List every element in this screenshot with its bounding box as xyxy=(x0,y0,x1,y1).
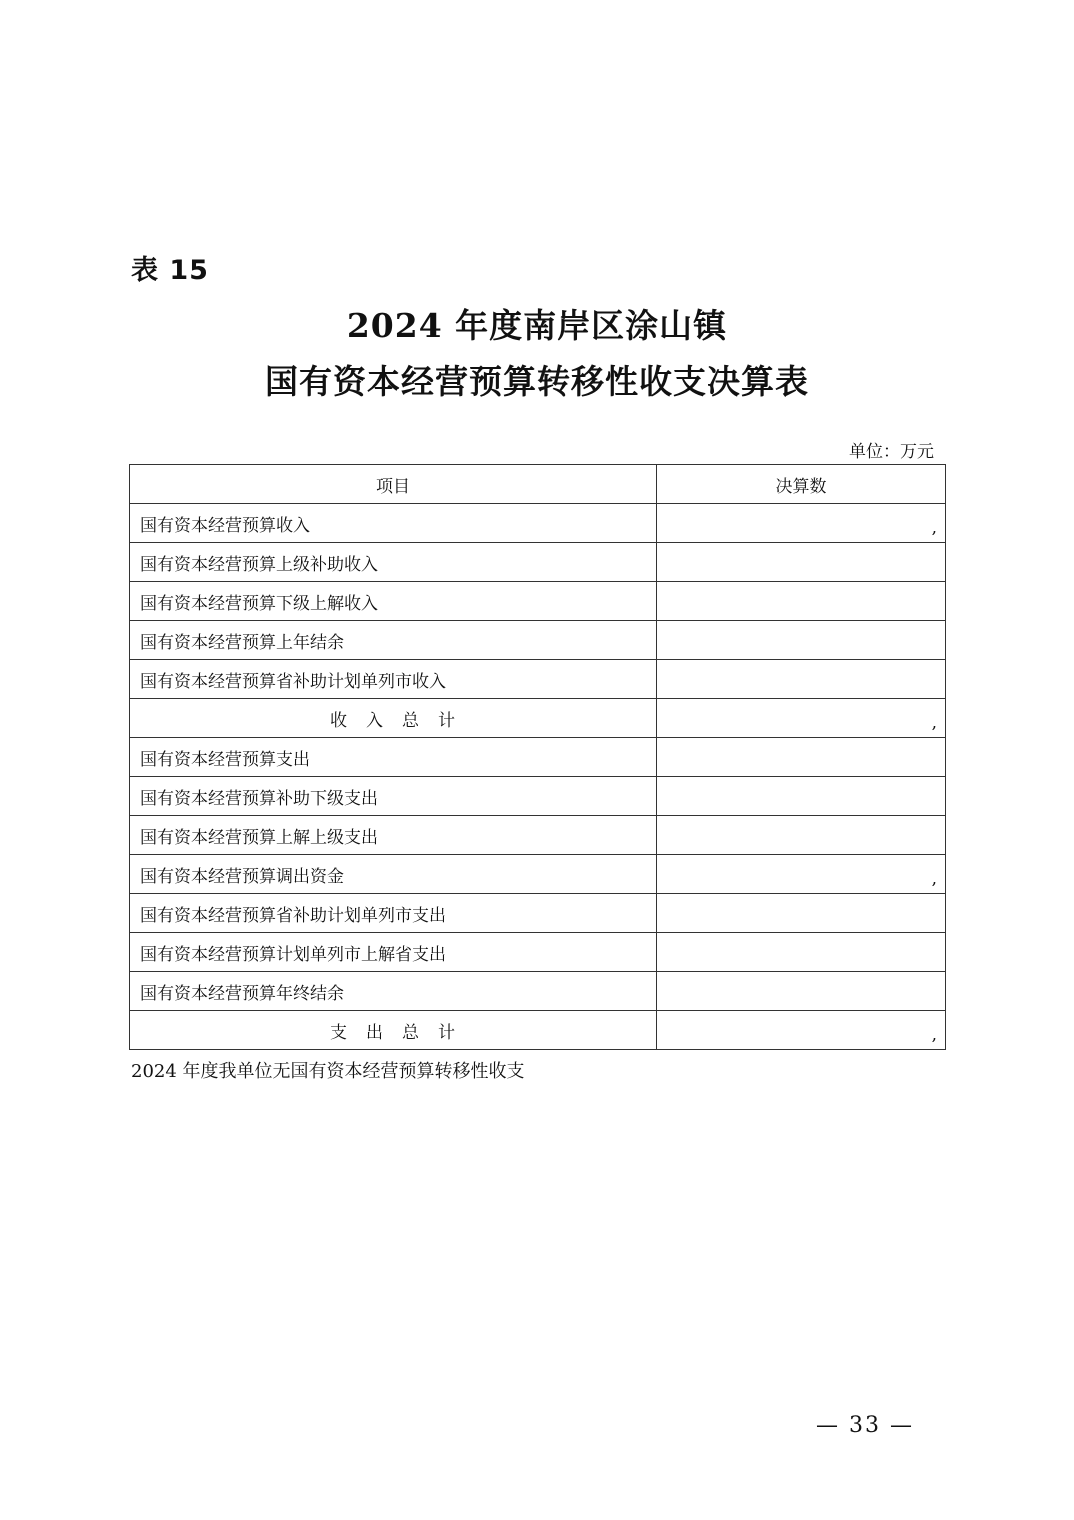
row-item: 国有资本经营预算上解上级支出 xyxy=(130,816,657,855)
budget-table xyxy=(129,464,946,1050)
table-row xyxy=(130,504,946,543)
row-value: , xyxy=(657,855,946,894)
table-row xyxy=(130,777,946,816)
page-number: — 33 — xyxy=(816,1413,914,1438)
table-row xyxy=(130,816,946,855)
footnote: 2024 年度我单位无国有资本经营预算转移性收支 xyxy=(131,1061,525,1082)
row-value xyxy=(657,972,946,1011)
expenditure-total-label: 支 出 总 计 xyxy=(130,1011,657,1050)
row-item: 国有资本经营预算收入 xyxy=(130,504,657,543)
document-title-line-1: 2024 年度南岸区涂山镇 xyxy=(346,306,728,345)
table-number: 表 15 xyxy=(131,255,209,286)
row-item: 国有资本经营预算上年结余 xyxy=(130,621,657,660)
row-value xyxy=(657,738,946,777)
row-item: 国有资本经营预算调出资金 xyxy=(130,855,657,894)
income-total-label: 收 入 总 计 xyxy=(130,699,657,738)
row-item: 国有资本经营预算年终结余 xyxy=(130,972,657,1011)
unit-label: 单位：万元 xyxy=(849,442,934,462)
row-value xyxy=(657,582,946,621)
document-title-line-2: 国有资本经营预算转移性收支决算表 xyxy=(265,362,809,401)
table-header-row xyxy=(130,465,946,504)
row-value xyxy=(657,543,946,582)
header-value: 决算数 xyxy=(657,465,946,504)
row-value xyxy=(657,933,946,972)
expenditure-total-row xyxy=(130,1011,946,1050)
income-total-row xyxy=(130,699,946,738)
expenditure-total-value: , xyxy=(657,1011,946,1050)
income-total-value: , xyxy=(657,699,946,738)
row-item: 国有资本经营预算支出 xyxy=(130,738,657,777)
table-row xyxy=(130,660,946,699)
row-item: 国有资本经营预算下级上解收入 xyxy=(130,582,657,621)
row-value xyxy=(657,660,946,699)
row-item: 国有资本经营预算省补助计划单列市收入 xyxy=(130,660,657,699)
table-row xyxy=(130,543,946,582)
table-row xyxy=(130,972,946,1011)
row-item: 国有资本经营预算省补助计划单列市支出 xyxy=(130,894,657,933)
table-row xyxy=(130,738,946,777)
row-item: 国有资本经营预算计划单列市上解省支出 xyxy=(130,933,657,972)
row-value xyxy=(657,621,946,660)
row-value: , xyxy=(657,504,946,543)
table-row xyxy=(130,621,946,660)
row-value xyxy=(657,894,946,933)
table-row xyxy=(130,894,946,933)
table-row xyxy=(130,582,946,621)
table-row xyxy=(130,855,946,894)
row-item: 国有资本经营预算补助下级支出 xyxy=(130,777,657,816)
header-item: 项目 xyxy=(130,465,657,504)
row-value xyxy=(657,777,946,816)
row-item: 国有资本经营预算上级补助收入 xyxy=(130,543,657,582)
table-row xyxy=(130,933,946,972)
row-value xyxy=(657,816,946,855)
